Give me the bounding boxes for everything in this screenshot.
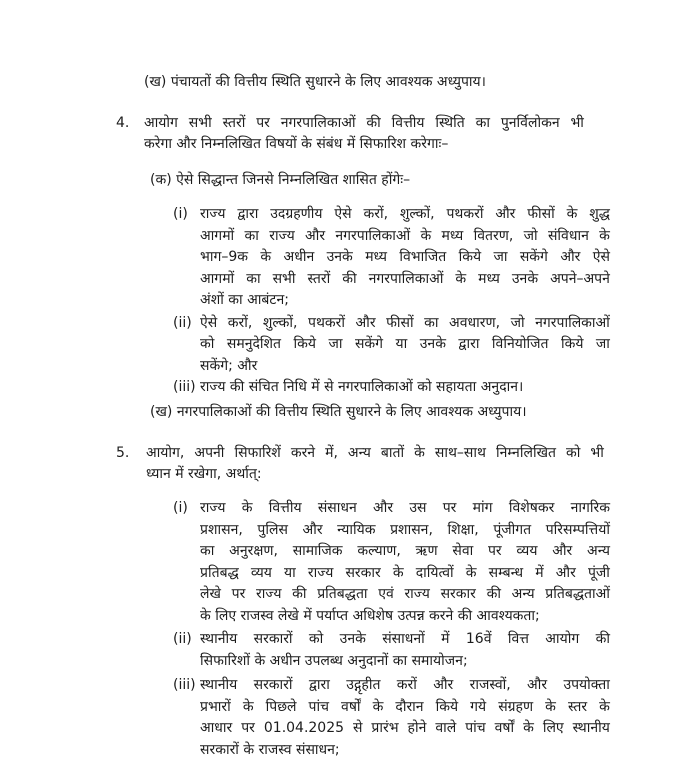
item-4-sub-ii-marker: (ii) [173,315,192,331]
item-4-sub-i-line-1: राज्य द्वारा उदग्रहणीय ऐसे करों, शुल्कों, पथकरों और फीसों के शुद्ध [200,206,610,222]
panchayat-measures-clause: (ख) पंचायतों की वित्तीय स्थिति सुधारने के लिए आवश्यक अध्युपाय। [144,74,486,90]
item-4-sub-i-line-5: अंशों का आबंटन; [200,292,289,308]
item-4-sub-iii-line-1: राज्य की संचित निधि में से नगरपालिकाओं को सहायता अनुदान। [200,379,524,395]
item-5-sub-i-line-3: का अनुरक्षण, सामाजिक कल्याण, ऋण सेवा पर व्यय और अन्य [200,543,610,559]
item-4-ka-heading: (क) ऐसे सिद्धान्त जिनसे निम्नलिखित शासित होंगेः– [150,172,411,188]
item-4-kha-clause: (ख) नगरपालिकाओं की वित्तीय स्थिति सुधारने के लिए आवश्यक अध्युपाय। [150,404,527,420]
item-4-sub-ii-line-2: को समनुदेशित किये जा सकेंगे या उनके द्वारा विनियोजित किये जा [200,336,610,352]
item-5-sub-i-line-1: राज्य के वित्तीय संसाधन और उस पर मांग विशेषकर नागरिक [200,500,610,516]
item-5-sub-i-line-2: प्रशासन, पुलिस और न्यायिक प्रशासन, शिक्षा, पूंजीगत परिसम्पत्तियों [200,522,610,538]
item-5-line-2: ध्यान में रखेगा, अर्थात्: [146,466,262,482]
item-5-line-1: आयोग, अपनी सिफारिशें करने में, अन्य बातों के साथ–साथ निम्नलिखित को भी [146,445,604,461]
item-5-sub-iii-line-1: स्थानीय सरकारों द्वारा उद्गृहीत करों और राजस्वों, और उपयोक्ता [200,677,610,693]
item-5-sub-ii-line-1: स्थानीय सरकारों को उनके संसाधनों में 16वें वित्त आयोग की [200,631,610,647]
item-5-sub-i-line-6: के लिए राजस्व लेखे में पर्याप्त अधिशेष उत्पन्न करने की आवश्यकता; [200,608,540,624]
item-5-sub-iii-marker: (iii) [173,677,196,693]
item-5-sub-iii-line-3: आधार पर 01.04.2025 से प्रारंभ होने वाले पांच वर्षों के लिए स्थानीय [200,720,610,736]
item-4-sub-iii-marker: (iii) [173,379,196,395]
item-5-sub-iii-line-4: सरकारों के राजस्व संसाधन; [200,742,340,758]
item-5-sub-i-line-4: प्रतिबद्ध व्यय या राज्य सरकार के दायित्वों के सम्बन्ध में और पूंजी [200,565,610,581]
item-4-number: 4. [116,115,130,131]
item-4-sub-i-line-2: आगमों का राज्य और नगरपालिकाओं के मध्य वितरण, जो संविधान के [200,228,610,244]
item-5-sub-i-marker: (i) [173,500,188,516]
item-5-sub-ii-line-2: सिफारिशों के अधीन उपलब्ध अनुदानों का समायोजन; [200,653,468,669]
item-4-sub-ii-line-1: ऐसे करों, शुल्कों, पथकरों और फीसों का अवधारण, जो नगरपालिकाओं [200,315,610,331]
item-5-sub-iii-line-2: प्रभारों के पिछले पांच वर्षों के दौरान किये गये संग्रहण के स्तर के [200,699,610,715]
item-5-sub-ii-marker: (ii) [173,631,192,647]
item-4-sub-ii-line-3: सकेंगे; और [200,358,258,374]
item-4-sub-i-line-3: भाग–9क के अधीन उनके मध्य विभाजित किये जा सकेंगे और ऐसे [200,249,610,265]
item-4-sub-i-marker: (i) [173,206,188,222]
item-4-line-1: आयोग सभी स्तरों पर नगरपालिकाओं की वित्तीय स्थिति का पुनर्विलोकन भी [144,115,584,131]
item-4-sub-i-line-4: आगमों का सभी स्तरों की नगरपालिकाओं के मध्य उनके अपने–अपने [200,271,610,287]
item-5-sub-i-line-5: लेखे पर राज्य की प्रतिबद्धता एवं राज्य सरकार की अन्य प्रतिबद्धताओं [200,586,610,602]
item-5-number: 5. [116,445,130,461]
item-4-line-2: करेगा और निम्नलिखित विषयों के संबंध में सिफारिश करेगाः– [144,136,449,152]
